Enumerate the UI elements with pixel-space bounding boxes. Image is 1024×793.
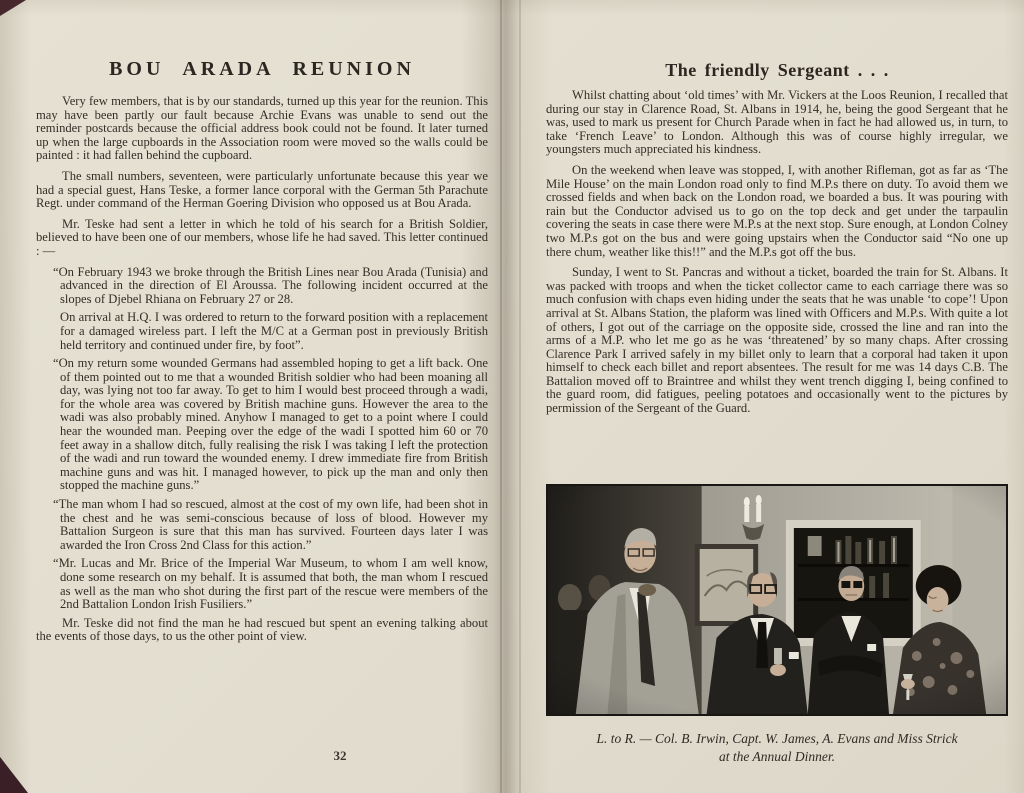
- page-number: 32: [333, 748, 347, 763]
- photo-caption-line1: L. to R. — Col. B. Irwin, Capt. W. James, A. Evans and Miss Strick: [596, 731, 958, 746]
- quote-paragraph: “On my return some wounded Germans had assembled hoping to get a lift back. One of them pointed out to me that a wounded British soldier who had been moaning all day, was lying not too far away. To get to him I would best proceed through a wadi, for the whole area was covered by British machine guns. However the area to the wadi was also probably mined. Anyhow I managed to get to a point where I could hear the wounded man. Peeping over the edge of the wadi I spotted him 60 or 70 feet away in a shallow ditch, fully realising the risk I was taking I left the protection of the wadi and run toward the wounded enemy. I drew immediate fire from British machine guns and was hit. I managed however, to pick up the man and only then stopped the machine guns.”: [53, 356, 488, 493]
- left-page-column: [36, 58, 488, 651]
- paragraph: Mr. Teske did not find the man he had rescued but spent an evening talking about the events of those days, to us the other point of view.: [36, 615, 488, 644]
- gutter-page-edge: [519, 0, 521, 793]
- paragraph: Sunday, I went to St. Pancras and without a ticket, boarded the train for St. Albans. It was packed with troops and when the ticket collector came to each carriage there was so much confusion with chaps even hiding under the seats that he was unable ‘to cope’! Upon arrival at St. Albans Station, the plaform was lined with Officers and M.P.s. With quite a lot of others, I got out of the carriage on the opposite side, crossed the line and ran into the arms of a M.P. who let me go as he was ‘threatened’ by so many chaps. After crossing Clarence Park I arrived safely in my billet only to learn that a corporal had taken it upon himself to check each billet and report absentees. The result for me was 14 days C.B. The Battalion moved off to Braintree and whilst they went trench digging I, being confined to the guard room, did fatigues, peeling potatoes and occasionally went to the pictures by permission of the Sergeant of the Guard.: [546, 265, 1008, 416]
- right-page-column: [546, 60, 1008, 423]
- paragraph: On the weekend when leave was stopped, I, with another Rifleman, got as far as ‘The Mile House’ on the main London road only to find M.P.s there on duty. To avoid them we crossed fields and when back on the London road, we boarded a bus. It was pouring with rain but the Conductor advised us to go on the top deck and get under the tarpaulin covering the seats in case there were M.P.s at the next stop. Sure enough, at London Colney two M.P.s got on the bus and were going upstairs when the Conductor said “No one up there chum, weather like this!!” and the M.P.s got off the bus.: [546, 162, 1008, 259]
- paragraph: Mr. Teske had sent a letter in which he told of his search for a British Soldier, believed to have been one of our members, whose life he had saved. This letter continued : —: [36, 216, 488, 258]
- annual-dinner-photo: [546, 484, 1008, 716]
- quote-paragraph: “Mr. Lucas and Mr. Brice of the Imperial War Museum, to whom I am well know, done some research on my behalf. It is assumed that both, the man whom I rescued as well as the man who shot during the first part of the rescue were members of the 2nd Battalion London Irish Fusiliers.”: [53, 556, 488, 612]
- scan-corner-shadow: [0, 749, 28, 793]
- photo-caption: [546, 730, 1008, 765]
- page-title: BOU ARADA REUNION: [109, 58, 415, 80]
- quote-paragraph: “On February 1943 we broke through the British Lines near Bou Arada (Tunisia) and advanced in the direction of El Aroussa. The following incident occurred at the slopes of Djebel Rhiana on February 27 or 28.: [53, 264, 488, 306]
- scan-corner-shadow: [0, 0, 26, 16]
- annual-dinner-photo-art: [548, 486, 1006, 714]
- quote-paragraph: On arrival at H.Q. I was ordered to return to the forward position with a replacement for a damaged wireless part. I left the M/C at a German post in previously British held territory and continued under fire, by foot”.: [60, 310, 488, 352]
- photo-caption-line2: at the Annual Dinner.: [719, 748, 835, 764]
- quote-paragraph: “The man whom I had so rescued, almost at the cost of my own life, had been shot in the chest and he was semi-conscious because of loss of blood. However my Battalion Surgeon is sure that this man has survived. Fourteen days later I was awarded the Iron Cross 2nd Class for this action.”: [53, 497, 488, 552]
- paragraph: The small numbers, seventeen, were particularly unfortunate because this year we had a special guest, Hans Teske, a former lance corporal with the German 5th Parachute Regt. under command of the Herman Goering Division who opposed us at Bou Arada.: [36, 168, 488, 211]
- page-title: The friendly Sergeant . . .: [665, 60, 889, 80]
- gutter-page-edge: [500, 0, 502, 793]
- paragraph: Very few members, that is by our standards, turned up this year for the reunion. This may have been partly our fault because Archie Evans was unable to send out the reminder postcards because the official address book could not be found. It later turned up when the large cupboards in the Association room were moved so the walls could be painted : it had fallen behind the cupboard.: [36, 94, 488, 163]
- paragraph: Whilst chatting about ‘old times’ with Mr. Vickers at the Loos Reunion, I recalled that during our stay in Clarence Road, St. Albans in 1914, he, being the good Sergeant that he was, used to mark us present for Church Parade when in fact he had allowed us, in turn, to take ‘French Leave’ to London. Although this was of course highly irregular, we youngsters much appreciated his kindness.: [546, 88, 1008, 157]
